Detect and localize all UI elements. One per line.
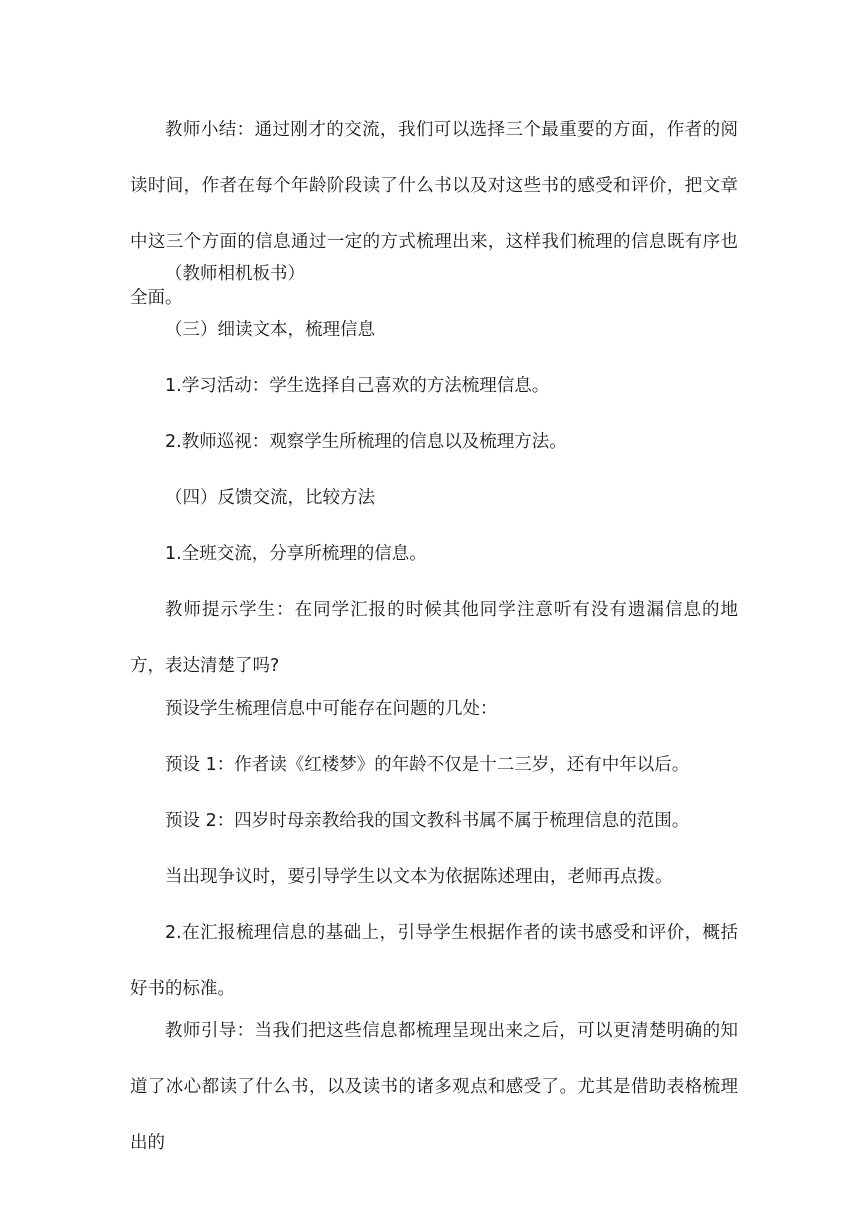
paragraph-preset-2: 预设 2：四岁时母亲教给我的国文教科书属不属于梳理信息的范围。	[165, 811, 690, 831]
paragraph-dispute-guidance: 当出现争议时，要引导学生以文本为依据陈述理由，老师再点拨。	[165, 867, 673, 887]
paragraph-teacher-prompt: 教师提示学生：在同学汇报的时候其他同学注意听有没有遗漏信息的地方，表达清楚了吗?	[130, 600, 738, 676]
paragraph-learning-activity: 1.学习活动：学生选择自己喜欢的方法梳理信息。	[165, 376, 550, 396]
section-heading-3: （三）细读文本，梳理信息	[165, 320, 375, 340]
paragraph-preset-1: 预设 1：作者读《红楼梦》的年龄不仅是十二三岁，还有中年以后。	[165, 755, 690, 775]
paragraph-class-exchange: 1.全班交流，分享所梳理的信息。	[165, 544, 427, 564]
paragraph-teacher-guidance: 教师引导：当我们把这些信息都梳理呈现出来之后，可以更清楚明确的知道了冰心都读了什么书，以及读书的诸多观点和感受了。尤其是借助表格梳理出的	[130, 1021, 738, 1153]
paragraph-teacher-summary: 教师小结：通过刚才的交流，我们可以选择三个最重要的方面，作者的阅读时间，作者在每个年龄阶段读了什么书以及对这些书的感受和评价，把文章中这三个方面的信息通过一定的方式梳理出来，这样我们梳理的信息既有序也全面。	[130, 120, 738, 308]
paragraph-blackboard-note: （教师相机板书）	[165, 264, 305, 284]
section-heading-4: （四）反馈交流，比较方法	[165, 488, 375, 508]
paragraph-presets-intro: 预设学生梳理信息中可能存在问题的几处：	[165, 699, 498, 719]
paragraph-good-book-standard: 2.在汇报梳理信息的基础上，引导学生根据作者的读书感受和评价，概括好书的标准。	[130, 923, 738, 999]
paragraph-teacher-patrol: 2.教师巡视：观察学生所梳理的信息以及梳理方法。	[165, 432, 567, 452]
